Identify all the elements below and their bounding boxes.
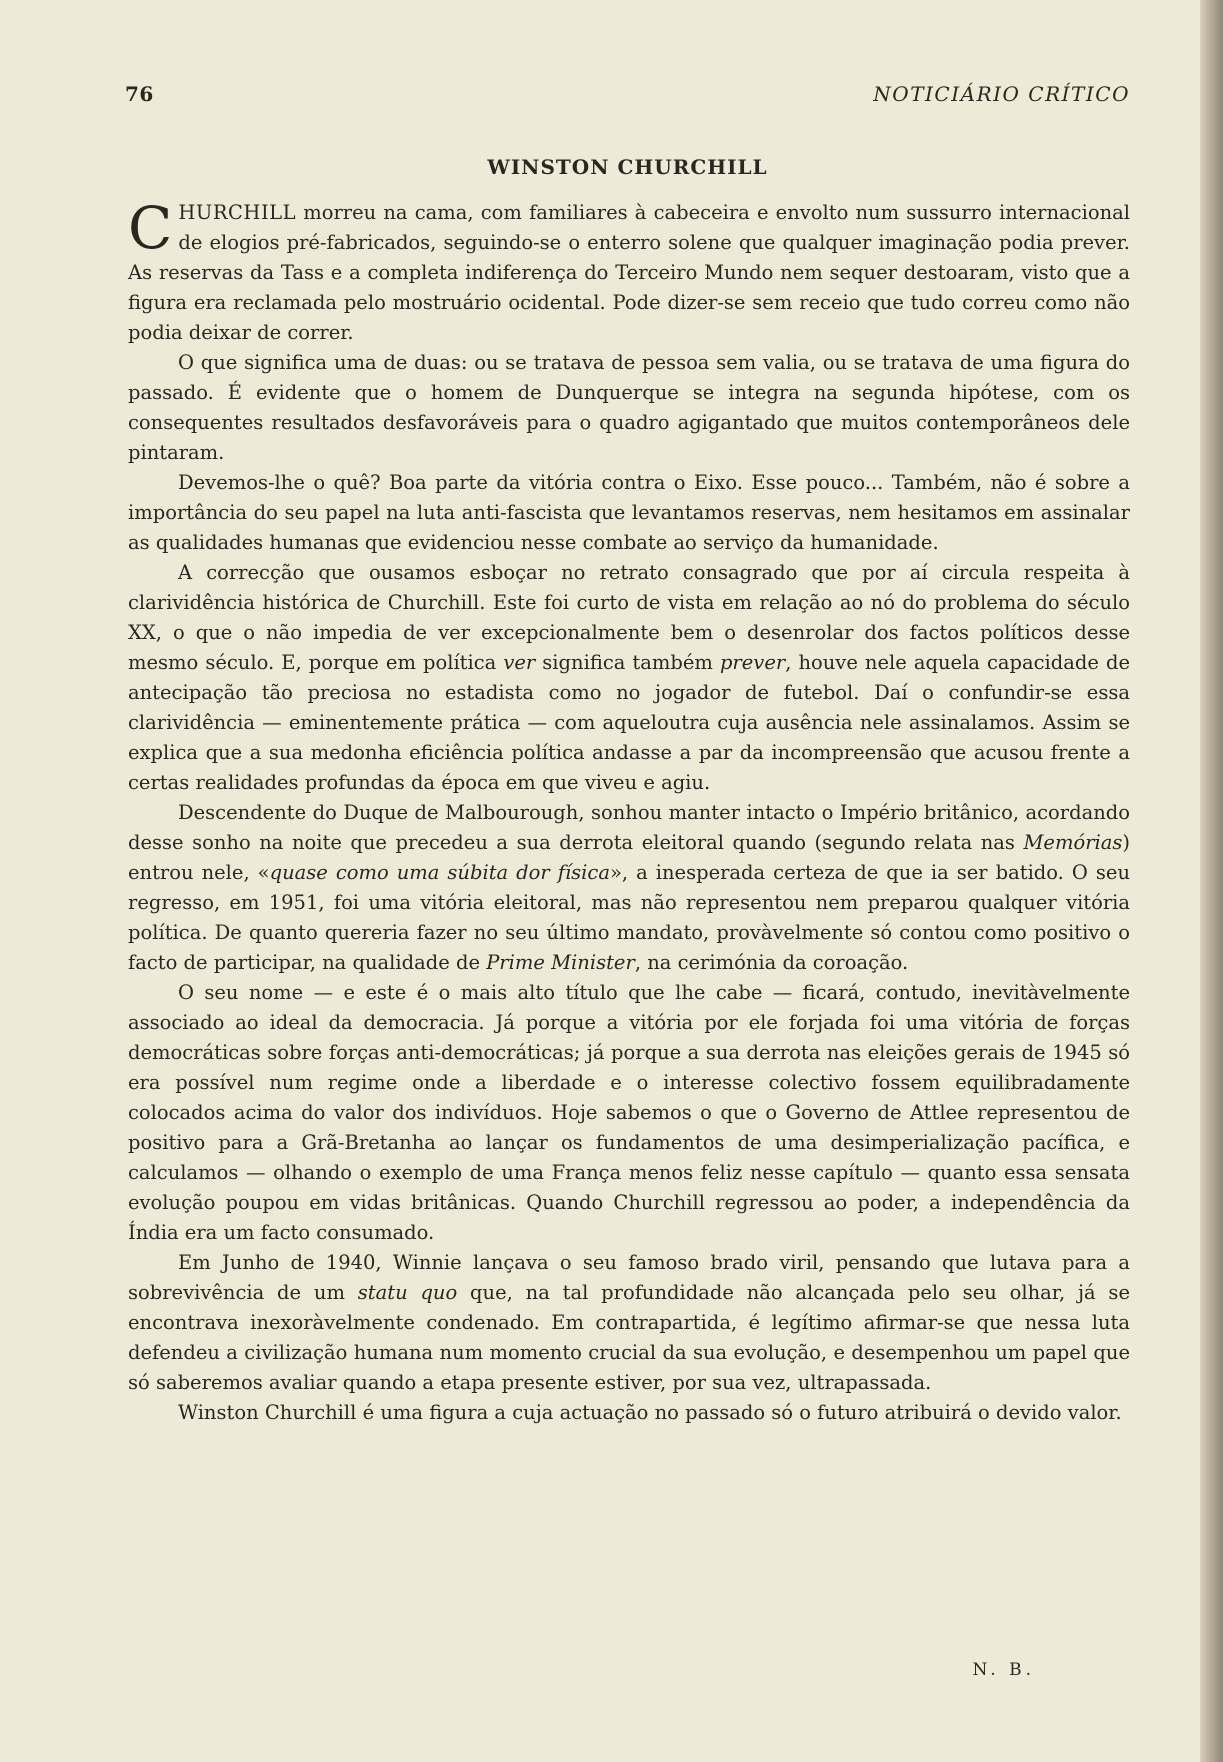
emphasis-memorias: Memórias [1023, 831, 1123, 854]
paragraph-6: O seu nome — e este é o mais alto título que lhe cabe — ficará, contudo, inevitàvelmente associado ao ideal da democracia. Já porque a vitória por ele forjada foi uma vitória de forças democráticas sobre forças anti-democráticas; já porque a sua derrota nas eleições gerais de 1945 só era possível num regime onde a liberdade e o interesse colectivo fossem equilibradamente colocados acima do valor dos indivíduos. Hoje sabemos o que o Governo de Attlee representou de positivo para a Grã-Bretanha ao lançar os fundamentos de uma desimperialização pacífica, e calculamos — olhando o exemplo de uma França menos feliz nesse capítulo — quanto essa sensata evolução poupou em vidas britânicas. Quando Churchill regressou ao poder, a independência da Índia era um facto consumado. [128, 981, 1130, 1244]
emphasis-quote: quase como uma súbita dor física [269, 861, 610, 884]
page-edge-shadow [1200, 0, 1223, 1762]
article-body [128, 194, 1130, 1428]
page-number: 76 [125, 82, 154, 106]
paragraph-5-text-a: Descendente do Duque de Malbourough, sonhou manter intacto o Império britânico, acordando desse sonho na noite que precedeu a sua derrota eleitoral quando (segundo relata nas [128, 801, 1130, 854]
article-title: WINSTON CHURCHILL [487, 155, 768, 179]
paragraph-2: O que significa uma de duas: ou se tratava de pessoa sem valia, ou se tratava de uma figura do passado. É evidente que o homem de Dunquerque se integra na segunda hipótese, com os consequentes resultados desfavoráveis para o quadro agigantado que muitos contemporâneos dele pintaram. [128, 351, 1130, 464]
paragraph-5-text-d: , na cerimónia da coroação. [634, 951, 909, 974]
running-head [125, 82, 1130, 112]
paragraph-7-text-b: que, na tal profundidade não alcançada pelo seu olhar, já se encontrava inexoràvelmente condenado. Em contrapartida, é legítimo afirmar-se que nessa luta defendeu a civilização humana num momento crucial da sua evolução, e desempenhou um papel que só saberemos avaliar quando a etapa presente estiver, por sua vez, ultrapassada. [128, 1281, 1130, 1394]
paragraph-4 [128, 558, 1130, 798]
paragraph-5-text-b: ) entrou nele, « [128, 831, 1130, 884]
emphasis-ver: ver [503, 651, 536, 674]
author-signature: N. B. [972, 1660, 1035, 1680]
paragraph-8: Winston Churchill é uma figura a cuja actuação no passado só o futuro atribuirá o devido valor. [178, 1401, 1122, 1424]
paragraph-5-text-c: », a inesperada certeza de que ia ser batido. O seu regresso, em 1951, foi uma vitória eleitoral, mas não representou nem preparou qualquer vitória política. De quanto quereria fazer no seu último mandato, provàvelmente só contou como positivo o facto de participar, na qualidade de [128, 861, 1130, 974]
drop-cap: C [128, 194, 173, 262]
paragraph-4-text-c: , houve nele aquela capacidade de antecipação tão preciosa no estadista como no jogador de futebol. Daí o confundir-se essa clarividência — eminentemente prática — com aqueloutra cuja ausência nele assinalamos. Assim se explica que a sua medonha eficiência política andasse a par da incompreensão que acusou frente a certas realidades profundas da época em que viveu e agiu. [128, 651, 1130, 794]
emphasis-prever: prever [719, 651, 786, 674]
paragraph-7-text-a: Em Junho de 1940, Winnie lançava o seu famoso brado viril, pensando que lutava para a sobrevivência de um [128, 1251, 1130, 1304]
paragraph-7 [128, 1248, 1130, 1398]
paragraph-1 [128, 194, 1130, 348]
paragraph-4-text-b: significa também [535, 651, 720, 674]
paragraph-4-text-a: A correcção que ousamos esboçar no retrato consagrado que por aí circula respeita à clarividência histórica de Churchill. Este foi curto de vista em relação ao nó do problema do século XX, o que o não impedia de ver excepcionalmente bem o desenrolar dos factos políticos desse mesmo século. E, porque em política [128, 561, 1130, 674]
emphasis-prime-minister: Prime Minister [486, 951, 635, 974]
lead-word: HURCHILL [178, 201, 297, 224]
emphasis-statu-quo: statu quo [357, 1281, 458, 1304]
paragraph-3: Devemos-lhe o quê? Boa parte da vitória contra o Eixo. Esse pouco... Também, não é sobre a importância do seu papel na luta anti-fascista que levantamos reservas, nem hesitamos em assinalar as qualidades humanas que evidenciou nesse combate ao serviço da humanidade. [128, 471, 1130, 554]
running-title: NOTICIÁRIO CRÍTICO [873, 82, 1130, 106]
paragraph-1-text: morreu na cama, com familiares à cabeceira e envolto num sussurro internacional de elogios pré-fabricados, seguindo-se o enterro solene que qualquer imaginação podia prever. As reservas da Tass e a completa indiferença do Terceiro Mundo nem sequer destoaram, visto que a figura era reclamada pelo mostruário ocidental. Pode dizer-se sem receio que tudo correu como não podia deixar de correr. [128, 201, 1130, 344]
paragraph-5 [128, 798, 1130, 978]
